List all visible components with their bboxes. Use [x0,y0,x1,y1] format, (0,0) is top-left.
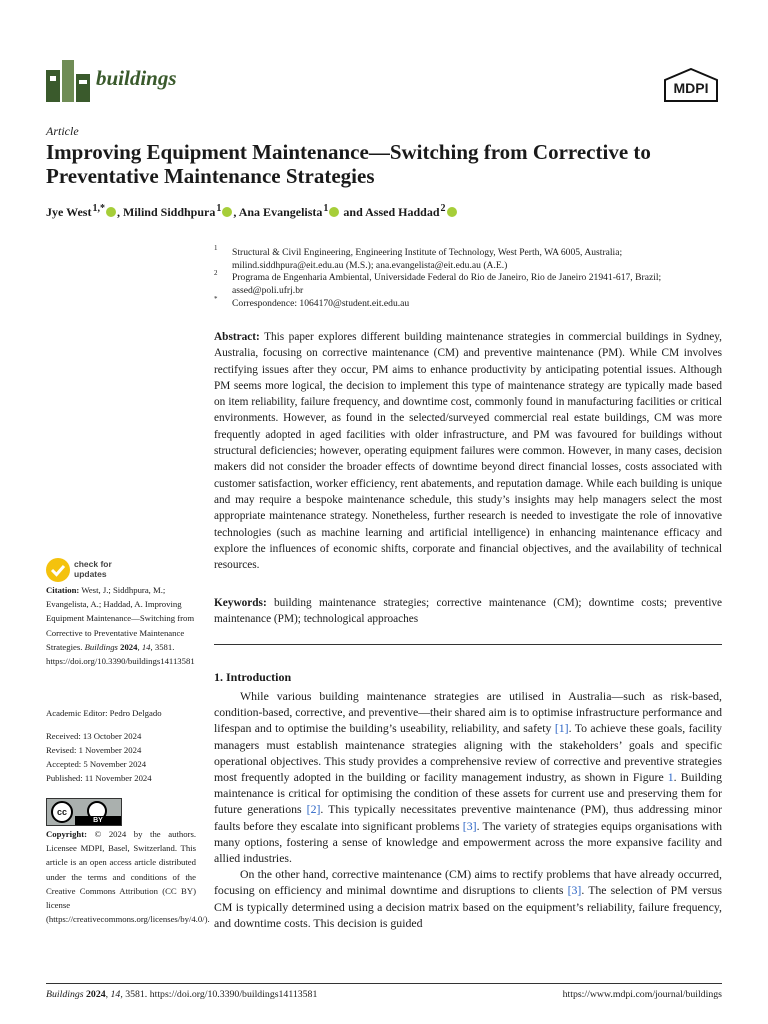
abstract-text: This paper explores different building maintenance strategies in commercial buildings in Sydney, Australia, focusing on corrective maintenance (CM) and preventive maintenance (PM). While CM involves rectifying issues after they occur, PM aims to enhance productivity by anticipating potential issues. Although PM seems more logical, the decision to implement this type of maintenance strategy are typically made based on item reliability, failure frequency, and downtime cost, commonly found in manufacturing facilities or critical environments. However, as found in the selected/surveyed commercial real estate buildings, CM was more frequently adopted in aged facilities with older infrastructure, and PM was favoured for buildings without structural deficiencies; however, operating equipment failures were common. However, in many cases, decision makers did not consider the broader effects of downtime beyond direct financial losses, costs associated with customer satisfaction, worker efficiency, rent abatements, and reputation damage. While each building is unique and may require a bespoke maintenance schedule, this study’s insights may help managers select the most appropriate maintenance strategy. Nonetheless, further research is needed to investigate the role of innovative technologies (such as machine learning and artificial intelligence) in enhancing maintenance efficacy and explore the influences of economic shifts, corporate and financial objectives, and the availability of technical resources. [214,331,722,572]
author-name[interactable]: Milind Siddhpura [122,205,216,219]
author-list: Jye West $^{1,*}$ , Milind Siddhpura $^1$ , Ana Evangelista $^1$ and Assed Haddad $^2$ [46,203,458,220]
accepted-date: Accepted: 5 November 2024 [46,759,147,769]
article-type: Article [46,124,79,138]
abstract [214,329,722,573]
check-updates-icon [46,558,70,582]
article-title: Improving Equipment Maintenance—Switching from Corrective to Preventative Maintenance Strategies [46,140,651,188]
introduction-body [214,688,722,931]
figure-link[interactable]: 1 [667,770,674,785]
abstract-label: Abstract: [214,331,260,343]
paragraph: While various building maintenance strategies are utilised in Australia—such as risk-based, condition-based, corrective, and preventive—their shared aim is to optimise infrastructure performance and lifespan and to optimise the building’s useability, reliability, and safety [1]. To achieve these goals, facility managers must establish maintenance strategies aligning with the stakeholders’ goals and specific operational objectives. This study provides a comprehensive review of corrective and preventive strategies most frequently adopted in the building or facility management industry, as shown in Figure 1. Building maintenance is critical for optimising the condition of these assets for current use and preserving them for future generations [2]. This typically necessitates preventive maintenance (PM), thus addressing minor faults before they escalate into significant problems [3]. The variety of strategies equips organisations with many options, fostering a sense of knowledge and empowerment across the more expansive facility and allied industries. [214,689,722,866]
footer-citation: Buildings 2024, 14, 3581. https://doi.org/10.3390/buildings14113581 [46,989,318,1000]
keywords-label: Keywords: [214,597,267,609]
paragraph: On the other hand, corrective maintenance (CM) aims to rectify problems that have already occurred, focusing on efficiency and minimal downtime and disruptions to clients [3]. The selection of PM versus CM is typically determined using a decision matrix based on the equipment’s reliability, failure frequency, and downtime costs. This decision is guided [214,867,722,930]
publisher-name: MDPI [673,80,709,96]
published-date: Published: 11 November 2024 [46,773,152,783]
citation: Citation: West, J.; Siddhpura, M.; Evangelista, A.; Haddad, A. Improving Equipment Maintenance—Switching from Corrective to Preventative Maintenance Strategies. Buildings 2024, 14, 3581. https://doi.org/10.3390/buildings14113581 [46,585,195,667]
journal-name: buildings [96,66,177,90]
citation-link[interactable]: [1] [554,721,569,736]
author-name[interactable]: Assed Haddad [365,205,440,219]
cc-by-license-icon[interactable]: cc BY [46,798,122,826]
copyright-notice: Copyright: © 2024 by the authors. Licensee MDPI, Basel, Switzerland. This article is an open access article distributed under the terms and conditions of the Creative Commons Attribution (CC BY) license (https://creativecommons.org/licenses/by/4.0/). [46,829,210,925]
revised-date: Revised: 1 November 2024 [46,745,142,755]
check-for-updates-button[interactable]: check for updates [46,558,136,582]
keywords-text: building maintenance strategies; corrective maintenance (CM); downtime costs; preventive maintenance (PM); technological approaches [214,597,722,626]
citation-link[interactable]: [3] [567,883,582,898]
affiliation: 1 Structural & Civil Engineering, Engineering Institute of Technology, West Perth, WA 6005, Australia; milind.siddhpura@eit.edu.au (M.S.); ana.evangelista@eit.edu.au (A.E.) [214,244,623,271]
orcid-icon[interactable] [222,207,232,217]
footer-divider [46,983,722,984]
journal-url-link[interactable]: https://www.mdpi.com/journal/buildings [562,989,722,1000]
academic-editor: Academic Editor: Pedro Delgado [46,708,162,718]
citation-link[interactable]: [3] [462,818,477,833]
orcid-icon[interactable] [329,207,339,217]
received-date: Received: 13 October 2024 [46,731,142,741]
affiliation: 2 Programa de Engenharia Ambiental, Universidade Federal do Rio de Janeiro, Rio de Janeiro 21941-617, Brazil; assed@poli.ufrj.br [214,269,662,296]
author-name[interactable]: Jye West [46,205,92,219]
author-name[interactable]: Ana Evangelista [238,205,323,219]
orcid-icon[interactable] [106,207,116,217]
buildings-logo-icon [46,60,90,102]
correspondence: * Correspondence: 1064170@student.eit.edu.au [214,295,410,309]
citation-link[interactable]: [2] [306,802,321,817]
divider [214,644,722,645]
orcid-icon[interactable] [447,207,457,217]
keywords [214,595,722,628]
section-heading: 1. Introduction [214,670,292,684]
